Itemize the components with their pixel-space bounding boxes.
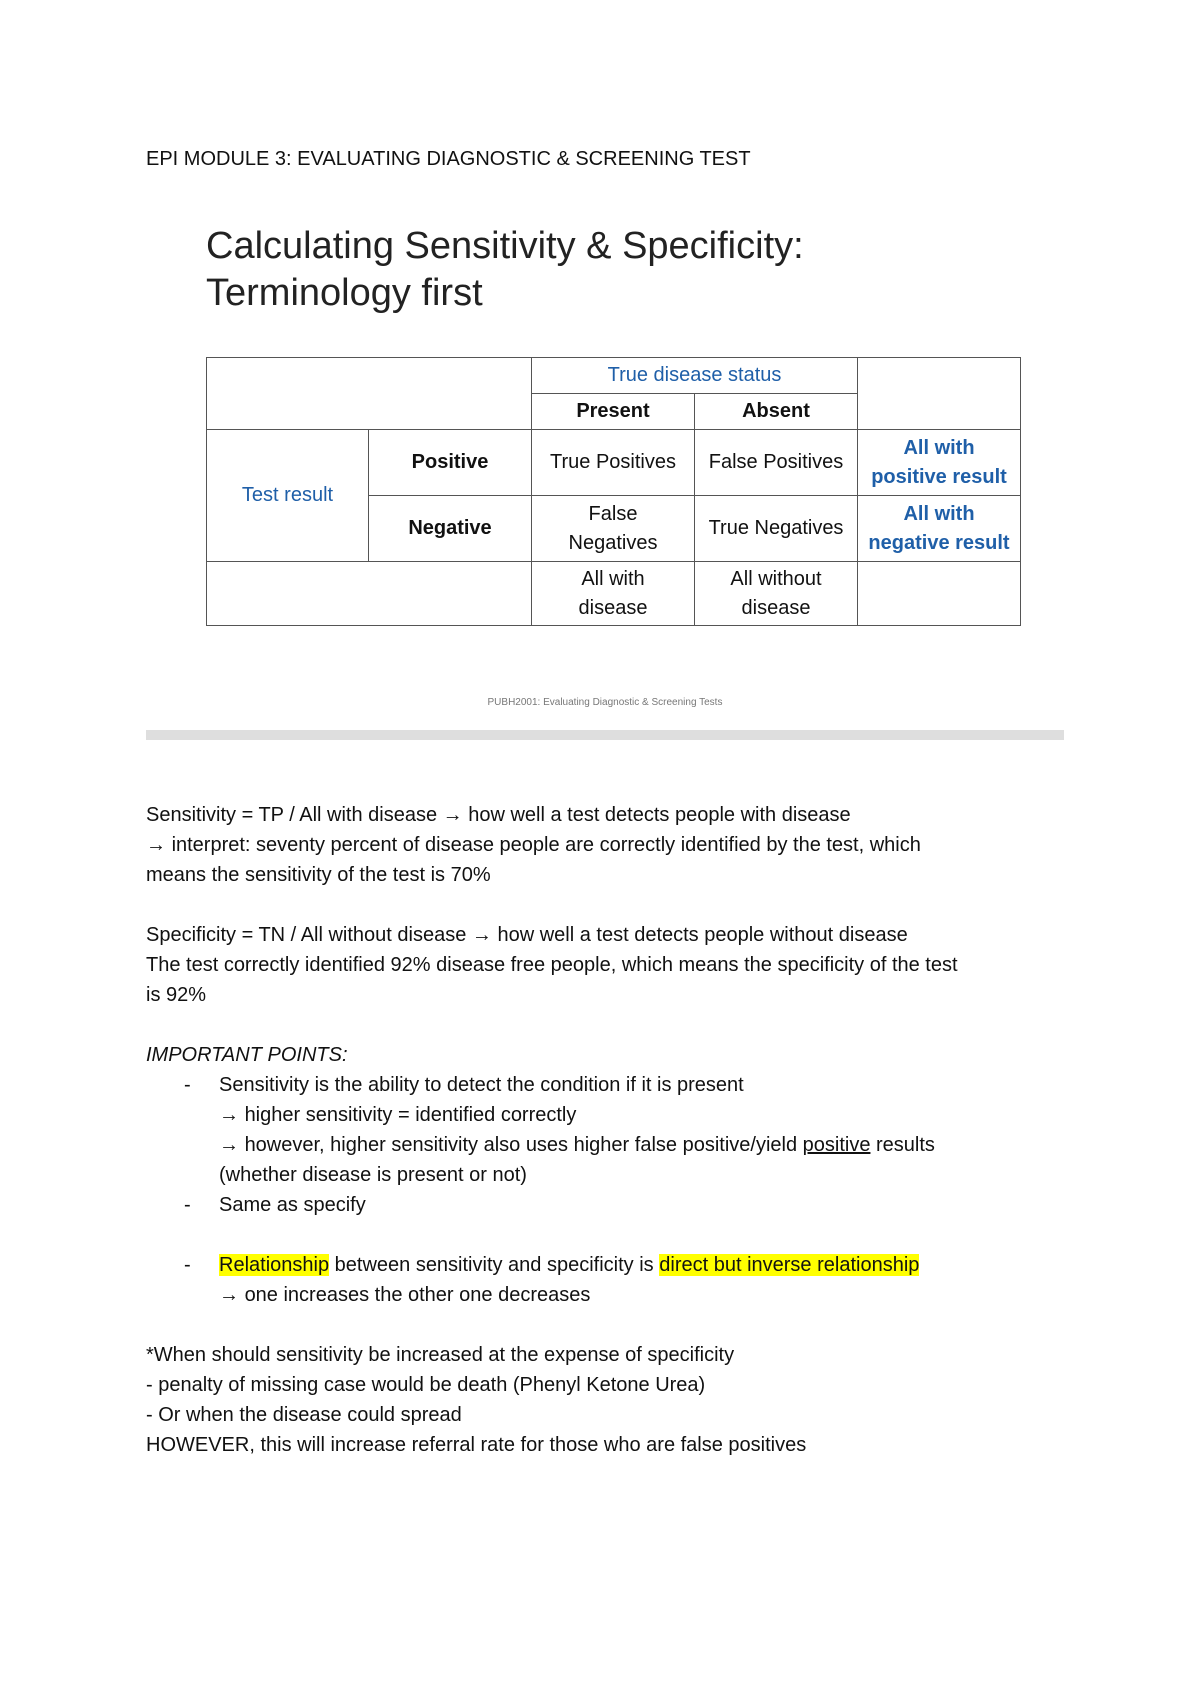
false-negatives-cell: False Negatives [532,496,695,562]
terminology-table [206,357,1021,626]
all-without-disease-cell: All without disease [695,562,858,626]
slide-image [146,205,1064,725]
absent-header: Absent [695,394,858,430]
specificity-interpretation: The test correctly identified 92% disease free people, which means the specificity of the test [146,954,958,976]
when-point: - Or when the disease could spread [146,1404,462,1426]
page-header: EPI MODULE 3: EVALUATING DIAGNOSTIC & SCREENING TEST [146,148,751,170]
arrow-icon: → [471,924,492,946]
true-status-header: True disease status [532,358,858,394]
table-empty-cell [207,562,532,626]
true-negatives-cell: True Negatives [695,496,858,562]
slide-footer: PUBH2001: Evaluating Diagnostic & Screening Tests [487,697,723,708]
arrow-icon: → [219,1284,239,1306]
when-point: HOWEVER, this will increase referral rate for those who are false positives [146,1434,807,1456]
arrow-icon: → [219,1134,239,1156]
list-item: - Sensitivity is the ability to detect the condition if it is present → higher sensitivity = identified correctly → however, higher sensitivity also uses higher false positive/yield positive results (whether disease is present or not) [146,1070,1076,1190]
all-negative-cell: All with negative result [858,496,1021,562]
present-header: Present [532,394,695,430]
false-positives-cell: False Positives [695,430,858,496]
positive-label: Positive [369,430,532,496]
negative-label: Negative [369,496,532,562]
when-heading: *When should sensitivity be increased at the expense of specificity [146,1344,735,1366]
bullet-dash: - [184,1194,191,1216]
list-item: - Same as specify [146,1190,1076,1220]
list-item: - Relationship between sensitivity and specificity is direct but inverse relationship → one increases the other one decreases [146,1250,1076,1310]
specificity-interpretation-cont: is 92% [146,984,207,1006]
slide-title: Calculating Sensitivity & Specificity: Terminology first [206,225,804,314]
true-positives-cell: True Positives [532,430,695,496]
notes-body [146,800,1076,1460]
bullet-dash: - [184,1074,191,1096]
arrow-icon: → [219,1104,239,1126]
bullet-dash: - [184,1254,191,1276]
all-with-disease-cell: All with disease [532,562,695,626]
table-empty-cell [858,562,1021,626]
important-points-heading: IMPORTANT POINTS: [146,1044,348,1066]
table-corner-cell [207,358,532,430]
specificity-definition: Specificity = TN / All without disease → how well a test detects people without disease [146,924,908,946]
all-positive-cell: All with positive result [858,430,1021,496]
test-result-label: Test result [207,430,369,562]
highlight: Relationship [219,1254,330,1276]
sensitivity-interpretation: → interpret: seventy percent of disease people are correctly identified by the test, which [146,834,921,856]
arrow-icon: → [442,804,463,826]
when-point: - penalty of missing case would be death (Phenyl Ketone Urea) [146,1374,706,1396]
sensitivity-interpretation-cont: means the sensitivity of the test is 70% [146,864,491,886]
arrow-icon: → [146,834,166,856]
sensitivity-definition: Sensitivity = TP / All with disease → how well a test detects people with disease [146,804,851,826]
slide-divider [146,730,1064,740]
highlight: direct but inverse relationship [659,1254,920,1276]
table-empty-cell [858,358,1021,430]
